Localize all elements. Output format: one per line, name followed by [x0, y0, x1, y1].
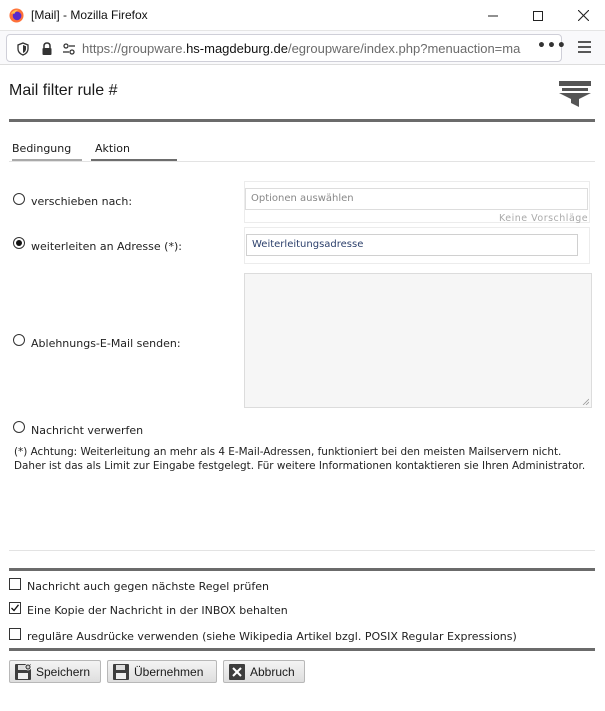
section-divider — [9, 550, 595, 551]
cancel-icon — [228, 663, 246, 681]
header-divider — [9, 119, 595, 122]
page-title: Mail filter rule # — [9, 82, 118, 99]
no-suggestions-hint: Keine Vorschläge — [499, 213, 589, 224]
page-actions-more-button[interactable]: ••• — [537, 38, 567, 54]
apply-icon — [112, 663, 130, 681]
move-label: verschieben nach: — [31, 195, 133, 208]
move-folder-select[interactable]: Optionen auswählen — [245, 188, 588, 210]
next-rule-label: Nachricht auch gegen nächste Regel prüfen — [27, 580, 269, 593]
apply-button[interactable] — [107, 660, 217, 683]
checkmark-icon — [10, 603, 20, 613]
lock-icon[interactable] — [41, 42, 53, 56]
tab-bar — [9, 142, 595, 162]
resize-grip-icon[interactable] — [582, 398, 589, 405]
discard-radio[interactable] — [13, 421, 25, 433]
cancel-button[interactable] — [223, 660, 305, 683]
reject-radio[interactable] — [13, 334, 25, 346]
regex-checkbox[interactable] — [9, 628, 21, 640]
forward-radio[interactable] — [13, 237, 25, 249]
window-titlebar — [0, 0, 605, 31]
url-path: /egroupware/index.php?menuaction=ma — [287, 41, 521, 56]
cancel-label: Abbruch — [250, 664, 295, 679]
url-host: hs-magdeburg.de — [186, 41, 288, 56]
minimize-icon — [488, 11, 498, 21]
footer-divider — [9, 648, 595, 651]
mail-filter-icon — [558, 80, 592, 108]
apply-label: Übernehmen — [134, 664, 204, 679]
address-bar-area — [0, 31, 605, 65]
move-radio[interactable] — [13, 193, 25, 205]
close-button[interactable] — [560, 0, 605, 31]
window-title: [Mail] - Mozilla Firefox — [31, 8, 148, 22]
save-label: Speichern — [36, 664, 91, 679]
permissions-icon[interactable] — [62, 42, 76, 56]
options-divider — [9, 568, 595, 571]
url-text[interactable] — [82, 41, 530, 56]
reject-message-textarea[interactable] — [244, 273, 592, 408]
close-icon — [578, 10, 589, 21]
tab-aktion[interactable]: Aktion — [91, 142, 177, 161]
tracking-shield-icon[interactable] — [17, 42, 29, 56]
hamburger-menu-icon[interactable] — [578, 41, 591, 53]
keep-copy-checkbox[interactable] — [9, 602, 21, 614]
keep-copy-label: Eine Kopie der Nachricht in der INBOX behalten — [27, 604, 288, 617]
forward-limit-note: (*) Achtung: Weiterleitung an mehr als 4 E-Mail-Adressen, funktioniert bei den meisten Mailservern nicht. Daher ist das als Limit zur Eingabe festgelegt. Für weitere Informationen kontaktieren sie Ihren Administrator. — [14, 446, 586, 472]
maximize-icon — [533, 11, 543, 21]
tab-bedingung[interactable]: Bedingung — [12, 142, 82, 161]
forward-address-input[interactable]: Weiterleitungsadresse — [246, 234, 578, 256]
discard-label: Nachricht verwerfen — [31, 424, 144, 437]
next-rule-checkbox[interactable] — [9, 578, 21, 590]
forward-label: weiterleiten an Adresse (*): — [31, 240, 182, 253]
maximize-button[interactable] — [515, 0, 561, 31]
save-icon — [14, 663, 32, 681]
save-button[interactable] — [9, 660, 101, 683]
firefox-icon — [9, 8, 24, 23]
regex-label: reguläre Ausdrücke verwenden (siehe Wikipedia Artikel bzgl. POSIX Regular Expressions) — [27, 630, 517, 643]
reject-label: Ablehnungs-E-Mail senden: — [31, 337, 181, 350]
address-bar[interactable] — [6, 34, 567, 62]
url-prefix: https://groupware. — [82, 41, 187, 56]
minimize-button[interactable] — [470, 0, 516, 31]
